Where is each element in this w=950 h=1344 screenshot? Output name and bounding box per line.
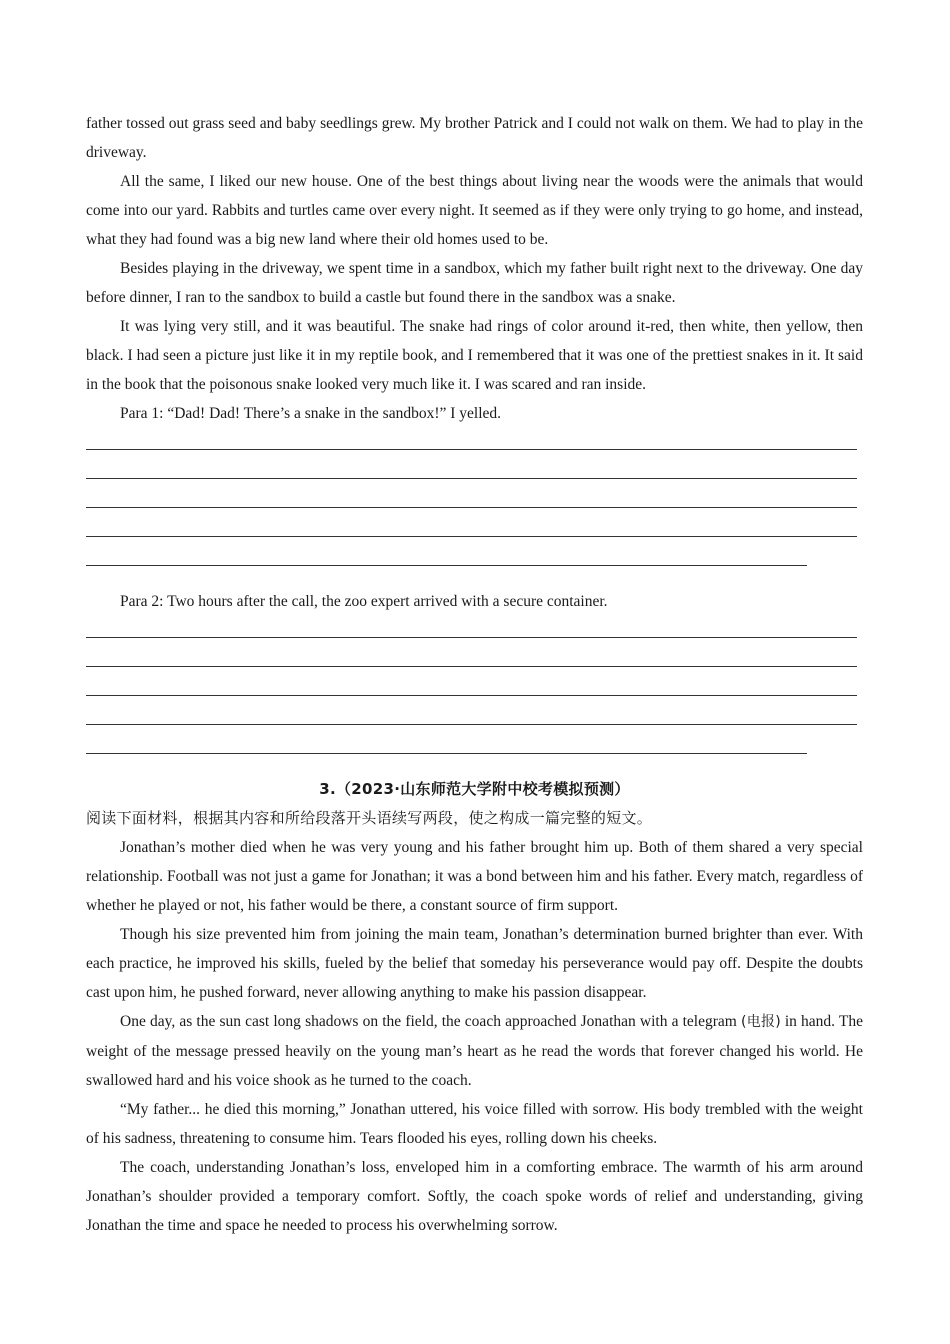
story-paragraph: It was lying very still, and it was beautiful. The snake had rings of color around it-red, then white, then yellow, then black. I had seen a picture just like it in my reptile book, and I remembered that it was one of the prettiest snakes in it. It said in the book that the poisonous snake looked very much like it. I was scared and ran inside.	[86, 318, 863, 393]
story-paragraph: Besides playing in the driveway, we spent time in a sandbox, which my father built right next to the driveway. One day before dinner, I ran to the sandbox to build a castle but found there in the sandbox was a snake.	[86, 260, 863, 306]
document-page	[86, 109, 863, 1240]
question-instruction: 阅读下面材料，根据其内容和所给段落开头语续写两段，使之构成一篇完整的短文。	[86, 809, 653, 827]
writing-line[interactable]	[86, 622, 863, 651]
para1-prompt: Para 1: “Dad! Dad! There’s a snake in the sandbox!” I yelled.	[120, 405, 502, 422]
telegram-note: (电报)	[740, 1014, 781, 1030]
story-paragraph: All the same, I liked our new house. One of the best things about living near the woods were the animals that would come into our yard. Rabbits and turtles came over every night. It seemed as if they were only trying to go home, and instead, what they had found was a big new land where their old homes used to be.	[86, 173, 863, 248]
writing-line[interactable]	[86, 550, 863, 579]
writing-line[interactable]	[86, 521, 863, 550]
para1-writing-area[interactable]	[86, 434, 863, 579]
story-paragraph: father tossed out grass seed and baby seedlings grew. My brother Patrick and I could not walk on them. We had to play in the driveway.	[86, 115, 863, 161]
writing-line[interactable]	[86, 434, 863, 463]
writing-line[interactable]	[86, 680, 863, 709]
question-heading: 3.（2023·山东师范大学附中校考模拟预测）	[319, 780, 630, 798]
story-paragraph: “My father... he died this morning,” Jonathan uttered, his voice filled with sorrow. His body trembled with the weight of his sadness, threatening to consume him. Tears flooded his eyes, rolling down his cheeks.	[86, 1101, 863, 1147]
writing-line[interactable]	[86, 709, 863, 738]
story-paragraph: Though his size prevented him from joining the main team, Jonathan’s determination burned brighter than ever. With each practice, he improved his skills, fueled by the belief that someday his perseverance would pay off. Despite the doubts cast upon him, he pushed forward, never allowing anything to make his passion disappear.	[86, 926, 863, 1001]
writing-line[interactable]	[86, 492, 863, 521]
writing-line[interactable]	[86, 463, 863, 492]
story-paragraph	[86, 1007, 863, 1095]
para2-prompt: Para 2: Two hours after the call, the zoo expert arrived with a secure container.	[120, 593, 608, 610]
story-paragraph: The coach, understanding Jonathan’s loss, enveloped him in a comforting embrace. The warmth of his arm around Jonathan’s shoulder provided a temporary comfort. Softly, the coach spoke words of relief and understanding, giving Jonathan the time and space he needed to process his overwhelming sorrow.	[86, 1159, 863, 1234]
story-paragraph: Jonathan’s mother died when he was very young and his father brought him up. Both of them shared a very special relationship. Football was not just a game for Jonathan; it was a bond between him and his father. Every match, regardless of whether he played or not, his father would be there, a constant source of firm support.	[86, 839, 863, 914]
para2-writing-area[interactable]	[86, 622, 863, 767]
writing-line[interactable]	[86, 651, 863, 680]
writing-line[interactable]	[86, 738, 863, 767]
paragraph-text: One day, as the sun cast long shadows on the field, the coach approached Jonathan with a telegram	[120, 1013, 737, 1030]
paragraph-text: in hand. The weight of the message pressed heavily on the young man’s heart as he read the words that forever changed his world. He swallowed hard and his voice shook as he turned to the coach.	[86, 1013, 863, 1089]
